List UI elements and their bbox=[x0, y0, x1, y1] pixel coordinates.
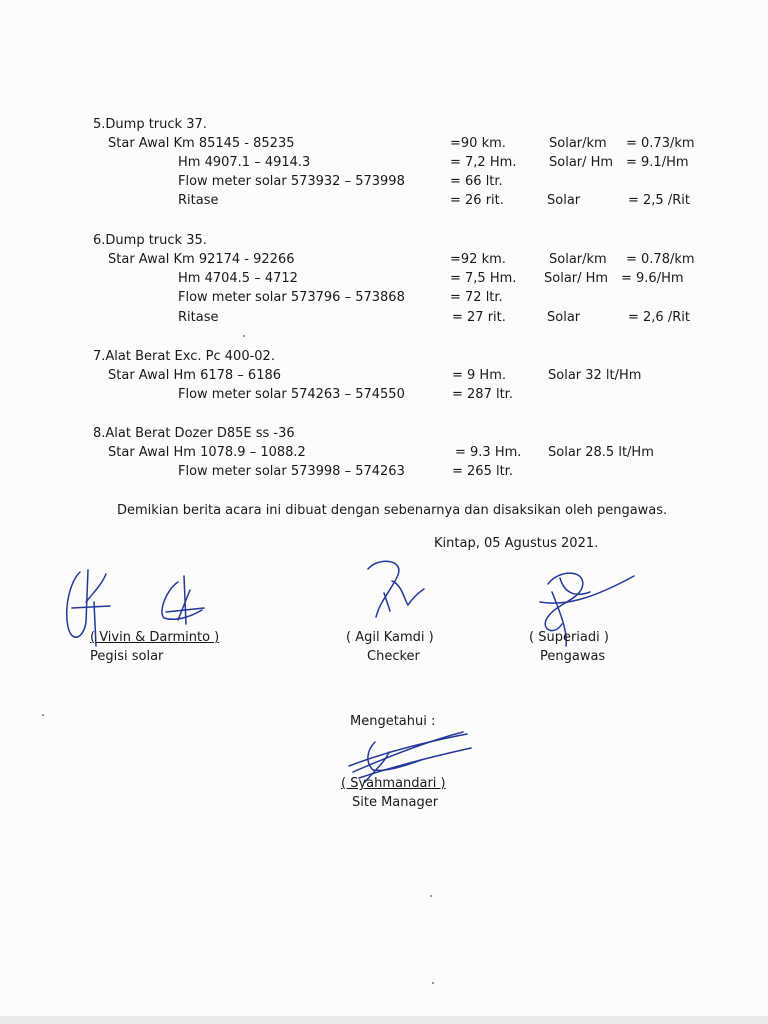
row-value: = 72 ltr. bbox=[450, 290, 503, 305]
section-title: 6.Dump truck 35. bbox=[93, 233, 207, 248]
scan-speck bbox=[42, 714, 44, 716]
row-value: = 7,5 Hm. bbox=[450, 271, 517, 286]
row-unit-value: = 2,5 /Rit bbox=[628, 193, 690, 208]
row-label: Flow meter solar 573796 – 573868 bbox=[178, 290, 405, 305]
row-label: Flow meter solar 573932 – 573998 bbox=[178, 174, 405, 189]
row-unit-value: = 9.1/Hm bbox=[626, 155, 689, 170]
row-label: Hm 4704.5 – 4712 bbox=[178, 271, 298, 286]
signatory-name: ( Vivin & Darminto ) bbox=[90, 630, 220, 645]
row-value: = 287 ltr. bbox=[452, 387, 513, 402]
row-label: Hm 4907.1 – 4914.3 bbox=[178, 155, 311, 170]
row-unit-value: = 0.78/km bbox=[626, 252, 695, 267]
section-title: 5.Dump truck 37. bbox=[93, 117, 207, 132]
row-label: Flow meter solar 573998 – 574263 bbox=[178, 464, 405, 479]
row-value: = 265 ltr. bbox=[452, 464, 513, 479]
row-unit-value: = 0.73/km bbox=[626, 136, 695, 151]
row-unit-value: = 9.6/Hm bbox=[621, 271, 684, 286]
signatory-role: Pegisi solar bbox=[90, 649, 164, 664]
row-unit-label: Solar 28.5 lt/Hm bbox=[548, 445, 654, 460]
row-value: = 26 rit. bbox=[450, 193, 504, 208]
row-label: Star Awal Hm 1078.9 – 1088.2 bbox=[108, 445, 306, 460]
row-unit-label: Solar bbox=[547, 310, 581, 325]
acknowledgement-heading: Mengetahui : bbox=[350, 714, 436, 729]
row-value: =90 km. bbox=[450, 136, 506, 151]
scan-edge bbox=[0, 1016, 768, 1024]
row-unit-label: Solar bbox=[547, 193, 581, 208]
row-label: Star Awal Km 85145 - 85235 bbox=[108, 136, 295, 151]
row-unit-label: Solar/km bbox=[549, 252, 607, 267]
row-label: Ritase bbox=[178, 193, 219, 208]
row-label: Flow meter solar 574263 – 574550 bbox=[178, 387, 405, 402]
row-value: = 27 rit. bbox=[452, 310, 506, 325]
signatory-role: Pengawas bbox=[540, 649, 606, 664]
row-label: Star Awal Hm 6178 – 6186 bbox=[108, 368, 282, 383]
row-unit-label: Solar/ Hm bbox=[549, 155, 614, 170]
row-unit-label: Solar 32 lt/Hm bbox=[548, 368, 642, 383]
acknowledgement-role: Site Manager bbox=[352, 795, 439, 810]
scan-speck bbox=[243, 335, 245, 337]
row-value: =92 km. bbox=[450, 252, 506, 267]
signatory-name: ( Agil Kamdi ) bbox=[346, 630, 434, 645]
row-unit-label: Solar/km bbox=[549, 136, 607, 151]
section-title: 8.Alat Berat Dozer D85E ss -36 bbox=[93, 426, 295, 441]
scan-speck bbox=[430, 895, 432, 897]
scan-speck bbox=[432, 982, 434, 984]
signature-agil-kamdi bbox=[362, 555, 432, 625]
row-value: = 7,2 Hm. bbox=[450, 155, 517, 170]
row-value: = 66 ltr. bbox=[450, 174, 503, 189]
row-unit-value: = 2,6 /Rit bbox=[628, 310, 690, 325]
row-unit-label: Solar/ Hm bbox=[544, 271, 609, 286]
section-title: 7.Alat Berat Exc. Pc 400-02. bbox=[93, 349, 275, 364]
acknowledgement-name: ( Syahmandari ) bbox=[341, 776, 446, 791]
place-date: Kintap, 05 Agustus 2021. bbox=[434, 536, 599, 551]
row-label: Ritase bbox=[178, 310, 219, 325]
signatory-name: ( Superiadi ) bbox=[529, 630, 609, 645]
row-value: = 9 Hm. bbox=[452, 368, 506, 383]
closing-statement: Demikian berita acara ini dibuat dengan sebenarnya dan disaksikan oleh pengawas. bbox=[117, 503, 668, 518]
row-label: Star Awal Km 92174 - 92266 bbox=[108, 252, 295, 267]
signatory-role: Checker bbox=[367, 649, 420, 664]
row-value: = 9.3 Hm. bbox=[455, 445, 522, 460]
